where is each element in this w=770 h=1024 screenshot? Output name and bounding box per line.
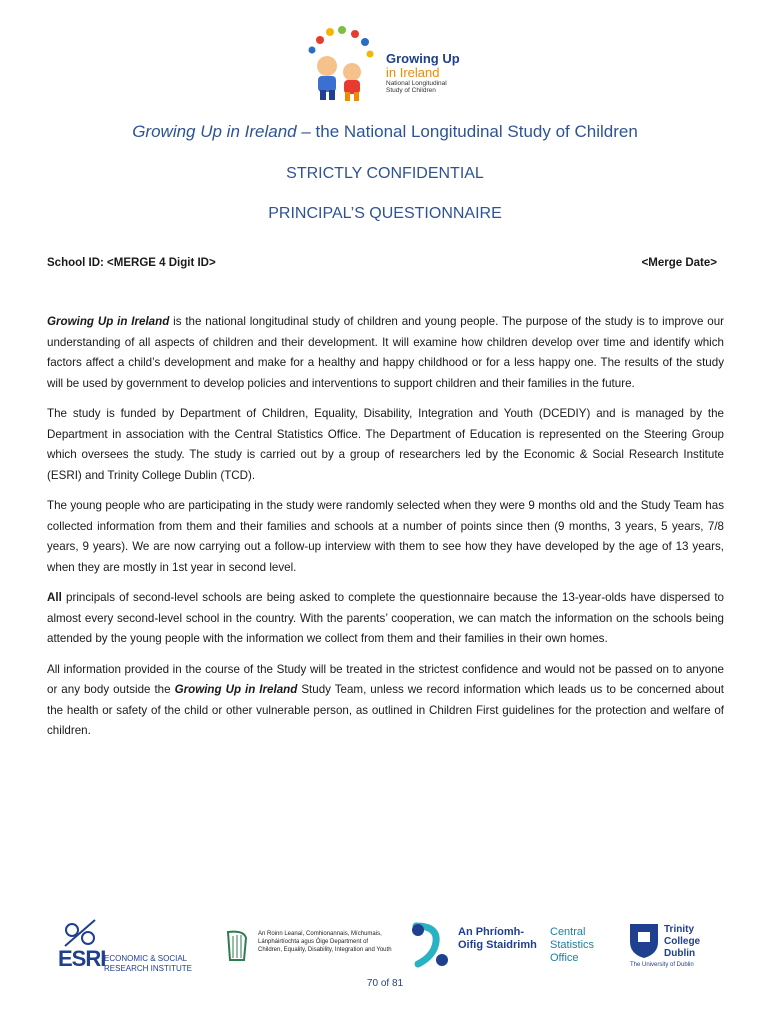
esri-abbreviation: ESRI [58, 946, 106, 971]
paragraph-confidentiality-b: Study Team, unless we record information which leads us to be concerned about the health or safety of the child or other vulnerable person, as outlined in Children First guidelines for the protection and welfare of children. [47, 683, 725, 737]
paragraph-participants: The young people who are participating in the study were randomly selected when they were 9 months old and the Study Team has collected information from them and their families and schools at a number of points since then (9 months, 3 years, 5 years, 7/8 years, 9 years). We are now carrying out a follow-up interview with them to see how they have developed by the age of 13 years, when they are mostly in 1st year in second level. [47, 499, 724, 574]
school-id-line [47, 257, 717, 269]
paragraph-funding: The study is funded by Department of Children, Equality, Disability, Integration and Youth (DCEDIY) and is managed by the Department in association with the Central Statistics Office. The Department of Education is represented on the Steering Group which oversees the study. The study is carried out by a group of researchers led by the Economic & Social Research Institute (ESRI) and Trinity College Dublin (TCD). [47, 407, 724, 482]
logo-subtitle: in Ireland [386, 65, 440, 80]
school-id: School ID: <MERGE 4 Digit ID> [47, 257, 216, 269]
tcd-crest-icon [628, 922, 660, 960]
cso-logo [408, 920, 608, 972]
department-logo [222, 928, 392, 968]
esri-emblem-icon [60, 918, 100, 948]
children-figures-icon [300, 22, 390, 104]
all-emphasis: All [47, 591, 62, 604]
cso-irish-name: An Phríomh-Oifig Staidrimh [458, 926, 537, 951]
document-body [47, 312, 724, 752]
paragraph-confidentiality [47, 660, 724, 742]
study-name-emphasis-2: Growing Up in Ireland [174, 683, 298, 696]
page-number: 70 of 81 [366, 978, 404, 989]
cso-emblem-icon [408, 920, 452, 970]
paragraph-intro [47, 312, 724, 394]
paragraph-intro-text: is the national longitudinal study of children and young people. The purpose of the study is to improve our understanding of all aspects of children and their development. It will examine how children develop over time and identify which factors affect a child’s development and make for a healthy and happy childhood or for a less happy one. The results of the study will be used by government to develop policies and interventions to support children and their families in the future. [47, 315, 725, 390]
paragraph-principals [47, 588, 724, 650]
title-description: – the National Longitudinal Study of Children [296, 122, 638, 141]
cso-english-name: Central Statistics Office [550, 926, 595, 964]
questionnaire-heading: PRINCIPAL’S QUESTIONNAIRE [268, 205, 502, 222]
harp-icon [222, 928, 252, 964]
study-name-emphasis: Growing Up in Ireland [47, 315, 170, 328]
growing-up-in-ireland-logo [300, 22, 470, 104]
confidential-heading: STRICTLY CONFIDENTIAL [286, 165, 484, 182]
merge-date: <Merge Date> [641, 257, 717, 269]
title-study-name: Growing Up in Ireland [132, 122, 297, 141]
paragraph-principals-text: principals of second-level schools are being asked to complete the questionnaire because the 13-year-olds have dispersed to almost every second-level school in the country. With the parents’ cooperation, we can match the information on the schools being attended by the young people with the information we collect from them and their families in their own homes. [47, 591, 724, 645]
esri-name: ECONOMIC & SOCIAL RESEARCH INSTITUTE [104, 954, 193, 973]
logo-tagline: National Longitudinal Study of Children [386, 80, 447, 94]
trinity-college-logo [628, 920, 708, 972]
esri-logo [58, 918, 203, 976]
tcd-subtitle: The University of Dublin [630, 962, 694, 968]
tcd-name: Trinity College Dublin [664, 924, 701, 959]
document-title [0, 122, 770, 142]
department-name: An Roinn Leanaí, Comhionannais, Míchumais, Lánpháirtíochta agus Óige Department of Children, Equality, Disability, Integration and Youth [258, 931, 392, 953]
paragraph-confidentiality-a: All information provided in the course of the Study will be treated in the strictest confidence and would not be passed on to anyone or any body outside the [47, 662, 724, 696]
logo-title: Growing Up [386, 51, 460, 66]
